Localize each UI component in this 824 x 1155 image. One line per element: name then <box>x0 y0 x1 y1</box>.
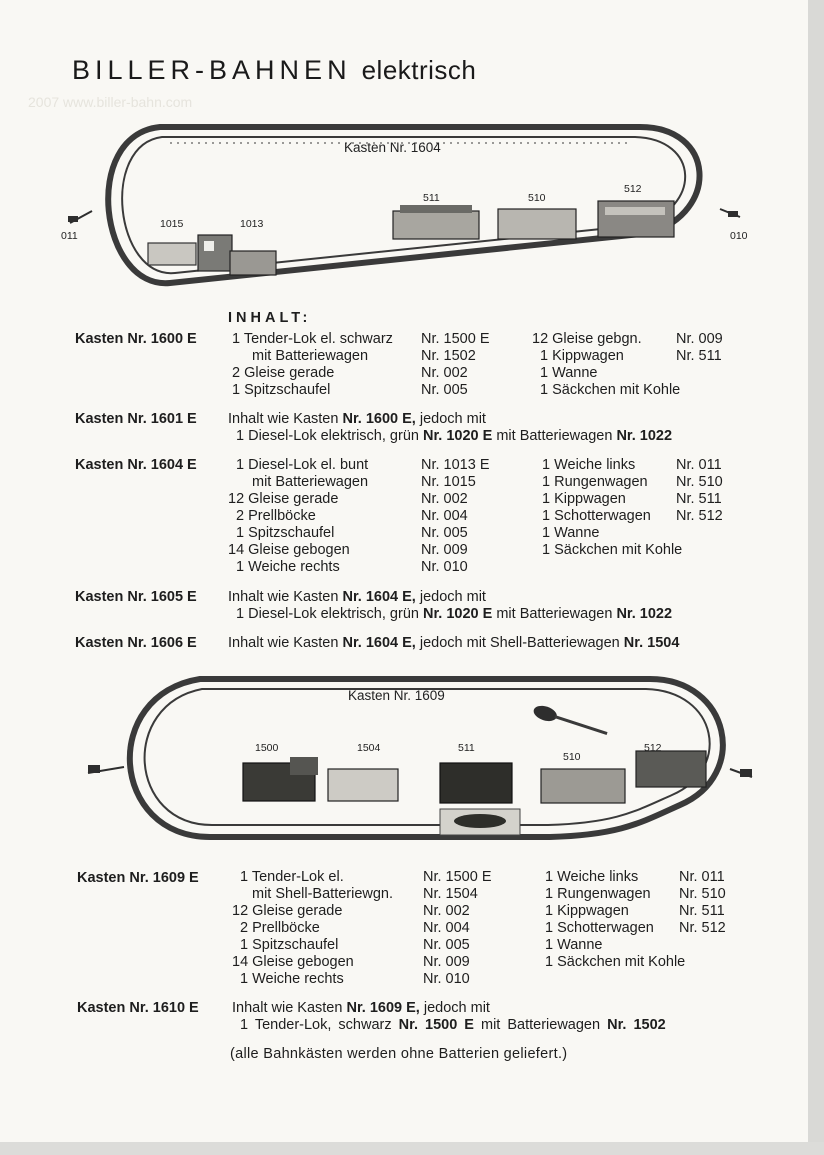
page-edge-bottom <box>0 1142 824 1155</box>
kasten-1604-nr: Nr. 011 <box>676 457 722 473</box>
fig2-caption: Kasten Nr. 1609 <box>348 688 445 703</box>
inhalt-header: INHALT: <box>228 310 312 326</box>
page-title <box>72 52 476 88</box>
kasten-1600-item: mit Batteriewagen <box>252 348 369 364</box>
kasten-1604-nr: Nr. 002 <box>421 491 468 507</box>
fig2-label-512: 512 <box>644 742 662 754</box>
kasten-1609-item: 12 Gleise gerade <box>232 903 343 919</box>
kasten-1610-line2: 1 Tender-Lok, schwarz Nr. 1500 E mit Batteriewagen Nr. 1502 <box>240 1017 666 1033</box>
kasten-1601-line2: 1 Diesel-Lok elektrisch, grün Nr. 1020 E mit Batteriewagen Nr. 1022 <box>236 428 673 444</box>
kasten-1609-item: mit Shell-Batteriewgn. <box>252 886 394 902</box>
kasten-1604-item: 1 Weiche links <box>542 457 636 473</box>
fig2-label-511: 511 <box>458 742 475 754</box>
kasten-1604-item: 1 Spitzschaufel <box>236 525 335 541</box>
fig1-label-512: 512 <box>624 183 642 195</box>
bumper-010 <box>728 211 738 217</box>
kasten-1604-nr: Nr. 005 <box>421 525 468 541</box>
kasten-1609-nr: Nr. 005 <box>423 937 470 953</box>
kasten-1604-nr: Nr. 1013 E <box>421 457 490 473</box>
kasten-1609-item: 2 Prellböcke <box>240 920 320 936</box>
kasten-1609-item: 1 Weiche rechts <box>240 971 344 987</box>
kasten-1609-label: Kasten Nr. 1609 E <box>77 870 199 886</box>
footnote: (alle Bahnkästen werden ohne Batterien geliefert.) <box>230 1046 568 1062</box>
kasten-1600-item: 1 Säckchen mit Kohle <box>540 382 681 398</box>
kasten-1600-item: 1 Wanne <box>540 365 598 381</box>
fig1-caption: Kasten Nr. 1604 <box>344 140 441 155</box>
kasten-1609-nr: Nr. 511 <box>679 903 725 919</box>
kasten-1604-item: mit Batteriewagen <box>252 474 369 490</box>
fig1-label-1015: 1015 <box>160 218 184 230</box>
title-main: BILLER-BAHNEN <box>72 55 352 85</box>
kasten-1600-item: 1 Tender-Lok el. schwarz <box>232 331 393 347</box>
kasten-1606-line1: Inhalt wie Kasten Nr. 1604 E, jedoch mit Shell-Batteriewagen Nr. 1504 <box>228 635 680 651</box>
kasten-1609-nr: Nr. 004 <box>423 920 470 936</box>
kasten-1600-item: 12 Gleise gebgn. <box>532 331 642 347</box>
kasten-1604-item: 1 Säckchen mit Kohle <box>542 542 683 558</box>
fig2-label-510: 510 <box>563 751 581 763</box>
fig1-label-1013: 1013 <box>240 218 264 230</box>
bumper-left <box>88 765 100 773</box>
shovel-icon <box>532 703 610 740</box>
kasten-1609-nr: Nr. 1504 <box>423 886 478 902</box>
kasten-1609-item: 1 Weiche links <box>545 869 639 885</box>
kasten-1604-item: 14 Gleise gebogen <box>228 542 350 558</box>
kasten-1604-item: 1 Wanne <box>542 525 600 541</box>
kasten-1600-item: 2 Gleise gerade <box>232 365 335 381</box>
bumper-right <box>740 769 752 777</box>
bumper-011 <box>68 216 78 222</box>
kasten-1610-line1: Inhalt wie Kasten Nr. 1609 E, jedoch mit <box>232 1000 490 1016</box>
kasten-1609-nr: Nr. 011 <box>679 869 725 885</box>
kasten-1609-item: 1 Säckchen mit Kohle <box>545 954 686 970</box>
fig2-label-1504: 1504 <box>357 742 381 754</box>
kasten-1604-nr: Nr. 512 <box>676 508 723 524</box>
kasten-1601-label: Kasten Nr. 1601 E <box>75 411 197 427</box>
kasten-1609-nr: Nr. 002 <box>423 903 470 919</box>
fig1-label-511: 511 <box>423 192 440 204</box>
kasten-1600-nr: Nr. 005 <box>421 382 468 398</box>
kasten-1604-label: Kasten Nr. 1604 E <box>75 457 197 473</box>
kasten-1600-nr: Nr. 1500 E <box>421 331 490 347</box>
kasten-1604-item: 1 Weiche rechts <box>236 559 340 575</box>
kasten-1600-label: Kasten Nr. 1600 E <box>75 331 197 347</box>
kasten-1600-item: 1 Kippwagen <box>540 348 624 364</box>
kasten-1609-item: 1 Tender-Lok el. <box>240 869 344 885</box>
kasten-1600-item: 1 Spitzschaufel <box>232 382 331 398</box>
kasten-1604-nr: Nr. 004 <box>421 508 468 524</box>
kasten-1609-item: 1 Rungenwagen <box>545 886 651 902</box>
kasten-1604-item: 1 Rungenwagen <box>542 474 648 490</box>
fig1-label-010: 010 <box>730 230 748 242</box>
kasten-1609-item: 1 Schotterwagen <box>545 920 654 936</box>
kasten-1604-nr: Nr. 511 <box>676 491 722 507</box>
kasten-1609-item: 1 Wanne <box>545 937 603 953</box>
kasten-1609-item: 1 Kippwagen <box>545 903 629 919</box>
page-edge-right <box>808 0 824 1155</box>
kasten-1610-label: Kasten Nr. 1610 E <box>77 1000 199 1016</box>
kasten-1609-nr: Nr. 512 <box>679 920 726 936</box>
kasten-1600-nr: Nr. 511 <box>676 348 722 364</box>
kasten-1604-nr: Nr. 010 <box>421 559 468 575</box>
kasten-1609-nr: Nr. 010 <box>423 971 470 987</box>
kasten-1604-item: 1 Schotterwagen <box>542 508 651 524</box>
kasten-1600-nr: Nr. 002 <box>421 365 468 381</box>
kasten-1604-item: 1 Kippwagen <box>542 491 626 507</box>
kasten-1600-nr: Nr. 1502 <box>421 348 476 364</box>
kasten-1609-item: 14 Gleise gebogen <box>232 954 354 970</box>
kasten-1604-item: 2 Prellböcke <box>236 508 316 524</box>
watermark: 2007 www.biller-bahn.com <box>28 94 193 110</box>
kasten-1609-nr: Nr. 510 <box>679 886 726 902</box>
fig1-label-510: 510 <box>528 192 546 204</box>
kasten-1601-line1: Inhalt wie Kasten Nr. 1600 E, jedoch mit <box>228 411 486 427</box>
kasten-1605-line2: 1 Diesel-Lok elektrisch, grün Nr. 1020 E mit Batteriewagen Nr. 1022 <box>236 606 673 622</box>
kasten-1605-label: Kasten Nr. 1605 E <box>75 589 197 605</box>
fig1-label-011: 011 <box>61 230 78 242</box>
kasten-1609-item: 1 Spitzschaufel <box>240 937 339 953</box>
kasten-1609-nr: Nr. 009 <box>423 954 470 970</box>
kasten-1605-line1: Inhalt wie Kasten Nr. 1604 E, jedoch mit <box>228 589 486 605</box>
kasten-1604-item: 12 Gleise gerade <box>228 491 339 507</box>
title-sub: elektrisch <box>361 55 477 85</box>
kasten-1604-nr: Nr. 1015 <box>421 474 476 490</box>
kasten-1604-nr: Nr. 510 <box>676 474 723 490</box>
kasten-1604-item: 1 Diesel-Lok el. bunt <box>236 457 369 473</box>
fig2-label-1500: 1500 <box>255 742 279 754</box>
kasten-1606-label: Kasten Nr. 1606 E <box>75 635 197 651</box>
kasten-1604-nr: Nr. 009 <box>421 542 468 558</box>
kasten-1600-nr: Nr. 009 <box>676 331 723 347</box>
kasten-1609-nr: Nr. 1500 E <box>423 869 492 885</box>
